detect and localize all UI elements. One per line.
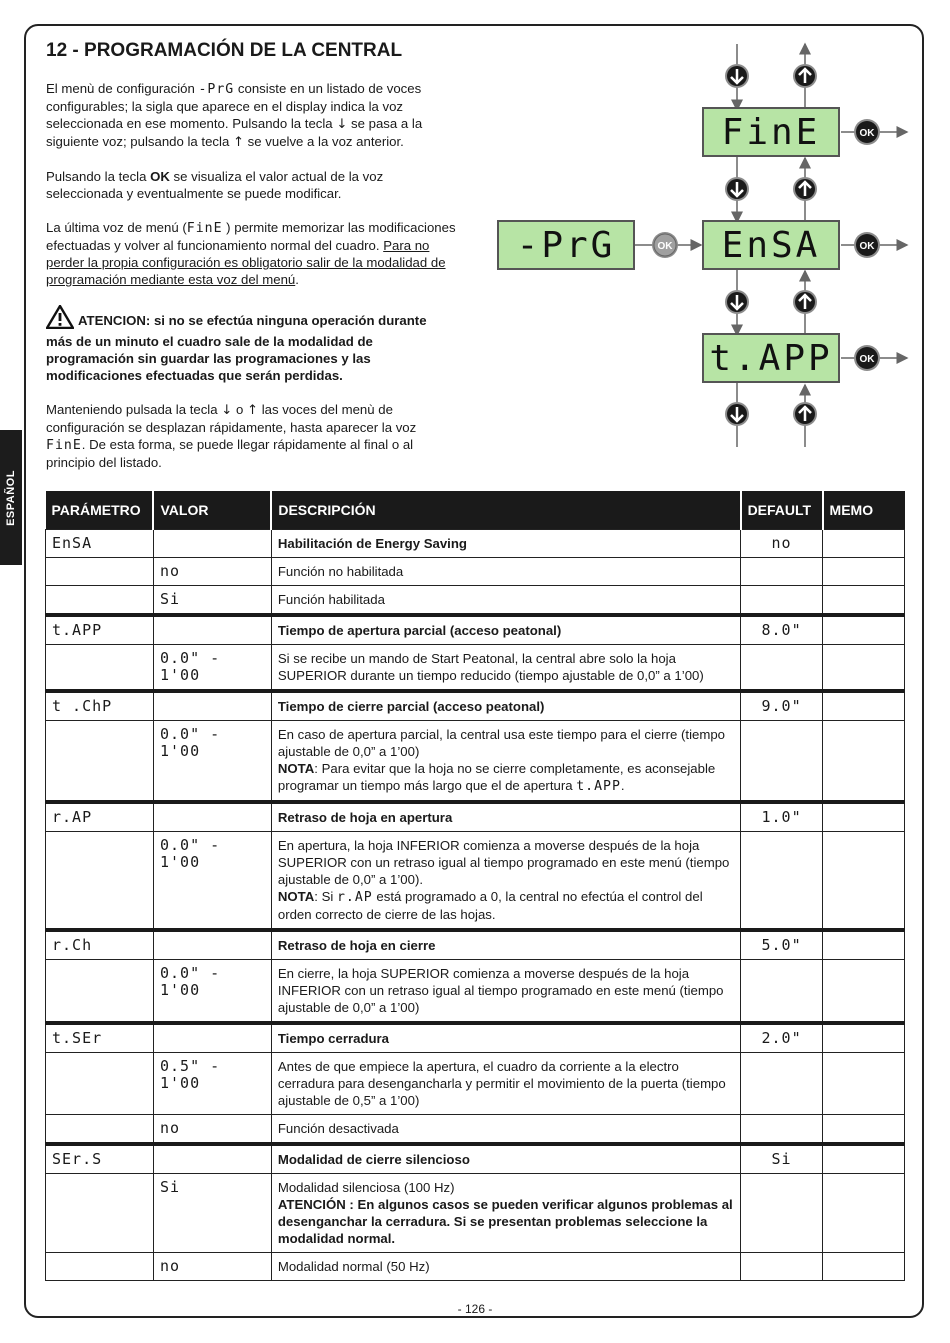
value-cell <box>153 615 271 645</box>
header-memo: MEMO <box>823 491 905 530</box>
lcd-text: t.APP <box>709 338 833 379</box>
table-row <box>46 1053 905 1115</box>
value-range: Si <box>153 1174 271 1253</box>
default-cell <box>741 1174 823 1253</box>
warning-icon <box>46 305 74 333</box>
param-cell <box>46 1253 154 1281</box>
param-code: t.APP <box>46 615 154 645</box>
default-cell <box>741 645 823 692</box>
down-button-icon <box>725 177 749 201</box>
param-title: Modalidad de cierre silencioso <box>277 1152 470 1167</box>
param-title: Tiempo de cierre parcial (acceso peatonal) <box>277 699 545 714</box>
table-body <box>46 530 905 1281</box>
memo-cell <box>823 1253 905 1281</box>
value-range: no <box>153 1253 271 1281</box>
down-arrow-icon: ↓ <box>336 117 348 132</box>
default-value: 5.0" <box>741 930 823 960</box>
lcd-text: -PrG <box>516 225 616 266</box>
table-row <box>46 832 905 931</box>
default-cell <box>741 1053 823 1115</box>
text: . De esta forma, se puede llegar rápidamente al final o al principio del listado. <box>46 437 414 470</box>
up-button-icon <box>793 177 817 201</box>
default-cell <box>741 1253 823 1281</box>
default-value: 1.0" <box>741 802 823 832</box>
description-text: Función no habilitada <box>277 564 404 579</box>
description-text: Modalidad normal (50 Hz) <box>277 1259 430 1274</box>
table-row <box>46 1144 905 1174</box>
language-tab-label: ESPAÑOL <box>5 469 17 526</box>
param-title: Tiempo cerradura <box>277 1031 390 1046</box>
table-row <box>46 530 905 558</box>
text: . <box>295 272 299 287</box>
table-row <box>46 1023 905 1053</box>
param-cell <box>46 1174 154 1253</box>
display-code: r.AP <box>336 890 373 905</box>
text: se pasa a la siguiente voz; pulsando la tecla <box>46 116 423 149</box>
memo-cell <box>823 1053 905 1115</box>
value-description <box>271 645 740 692</box>
up-button-icon <box>793 290 817 314</box>
param-description <box>271 615 740 645</box>
table-row <box>46 930 905 960</box>
memo-cell <box>823 691 905 721</box>
text: ) permite memorizar las modificaciones efectuadas y volver al funcionamiento normal del cuadro. <box>46 220 456 253</box>
param-code: t .ChP <box>46 691 154 721</box>
text: El menù de configuración <box>46 81 199 96</box>
value-cell <box>153 1023 271 1053</box>
display-code: t.APP <box>576 779 621 794</box>
nota-label: NOTA <box>277 889 315 904</box>
ok-key-label: OK <box>150 169 170 184</box>
param-cell <box>46 1053 154 1115</box>
down-arrow-icon: ↓ <box>221 403 233 418</box>
table-row <box>46 802 905 832</box>
default-value: 9.0" <box>741 691 823 721</box>
description-text: Función desactivada <box>277 1121 399 1136</box>
intro-paragraph-3 <box>46 219 456 288</box>
memo-cell <box>823 802 905 832</box>
memo-cell <box>823 721 905 803</box>
value-description <box>271 1115 740 1145</box>
table-row <box>46 1174 905 1253</box>
text: La última voz de menú ( <box>46 220 187 235</box>
value-cell <box>153 930 271 960</box>
down-button-icon <box>725 64 749 88</box>
parameters-table <box>45 491 905 1281</box>
value-description <box>271 960 740 1024</box>
text: Manteniendo pulsada la tecla <box>46 402 222 417</box>
memo-cell <box>823 960 905 1024</box>
value-range: Si <box>153 586 271 616</box>
up-button-icon <box>793 64 817 88</box>
text: se vuelve a la voz anterior. <box>244 134 404 149</box>
description-text: Función habilitada <box>277 592 385 607</box>
param-title: Retraso de hoja en apertura <box>277 810 453 825</box>
down-button-icon <box>725 290 749 314</box>
table-row <box>46 1115 905 1145</box>
value-description <box>271 1253 740 1281</box>
text: se visualiza el valor actual de la voz seleccionada y eventualmente se puede modificar. <box>46 169 384 201</box>
value-range: 0.5" - 1'00 <box>153 1053 271 1115</box>
table-row <box>46 691 905 721</box>
param-cell <box>46 558 154 586</box>
param-description <box>271 802 740 832</box>
param-cell <box>46 832 154 931</box>
intro-paragraph-5 <box>46 401 456 471</box>
text: consiste en un listado de voces configurables; la sigla que aparece en el display indica la voz seleccionada en ese momento. Pulsando la tecla <box>46 81 422 131</box>
description-text: Antes de que empiece la apertura, el cuadro da corriente a la electro cerradura para desengancharla y permitir el movimiento de la puerta (tiempo ajustable de 0,5” a 1’00) <box>277 1059 726 1108</box>
value-cell <box>153 691 271 721</box>
default-cell <box>741 586 823 616</box>
param-cell <box>46 645 154 692</box>
memo-cell <box>823 645 905 692</box>
warning-text: ATENCIÓN : En algunos casos se pueden verificar algunos problemas al desenganchar la cerradura. Si se presentan problemas seleccione la modalidad normal. <box>277 1197 733 1246</box>
default-cell <box>741 832 823 931</box>
text: las voces del menù de configuración se desplazan rápidamente, hasta aparecer la voz <box>46 402 417 435</box>
value-cell <box>153 530 271 558</box>
table-row <box>46 721 905 803</box>
param-cell <box>46 1115 154 1145</box>
display-code: FinE <box>186 221 223 236</box>
param-code: r.AP <box>46 802 154 832</box>
value-range: no <box>153 1115 271 1145</box>
memo-cell <box>823 558 905 586</box>
param-code: r.Ch <box>46 930 154 960</box>
default-value: no <box>741 530 823 558</box>
header-parametro: PARÁMETRO <box>46 491 154 530</box>
ok-button-icon <box>854 232 880 258</box>
table-row <box>46 558 905 586</box>
param-title: Retraso de hoja en cierre <box>277 938 436 953</box>
param-description <box>271 930 740 960</box>
memo-cell <box>823 615 905 645</box>
nota-text: está programado a 0, la central no efectúa el control del orden correcto de cierre de las hojas. <box>277 889 703 922</box>
down-button-icon <box>725 402 749 426</box>
ok-button-icon <box>854 345 880 371</box>
intro-paragraph-1 <box>46 80 456 151</box>
warning-text: ATENCION: si no se efectúa ninguna operación durante más de un minuto el cuadro sale de la modalidad de programación sin guardar las programaciones y las modificaciones efectuadas que serán perdidas. <box>46 313 427 383</box>
lcd-display-ensa <box>703 221 839 269</box>
value-description <box>271 586 740 616</box>
intro-paragraph-2 <box>46 168 456 202</box>
memo-cell <box>823 930 905 960</box>
value-range: 0.0" - 1'00 <box>153 960 271 1024</box>
param-cell <box>46 721 154 803</box>
value-description <box>271 721 740 803</box>
ok-label: OK <box>859 128 875 139</box>
memo-cell <box>823 1115 905 1145</box>
memo-cell <box>823 530 905 558</box>
table-row <box>46 586 905 616</box>
param-description <box>271 1144 740 1174</box>
nota-text: : Para evitar que la hoja no se cierre completamente, es aconsejable programar un tiempo más largo que el de apertura <box>277 761 716 793</box>
ok-label: OK <box>859 354 875 365</box>
page-number: - 126 - <box>457 1302 493 1316</box>
default-value: 8.0" <box>741 615 823 645</box>
memo-cell <box>823 1174 905 1253</box>
description-text: En apertura, la hoja INFERIOR comienza a moverse después de la hoja SUPERIOR con un retraso igual al tiempo programado en este menú (tiempo ajustable de 0,0” a 1’00). <box>277 838 730 887</box>
menu-navigation-diagram <box>495 40 915 450</box>
value-range: no <box>153 558 271 586</box>
default-cell <box>741 1115 823 1145</box>
lcd-display-tapp <box>703 334 839 382</box>
value-range: 0.0" - 1'00 <box>153 721 271 803</box>
param-code: EnSA <box>46 530 154 558</box>
description-text: En caso de apertura parcial, la central usa este tiempo para el cierre (tiempo ajustable de 0,0” a 1’00) <box>277 727 725 759</box>
param-title: Tiempo de apertura parcial (acceso peatonal) <box>277 623 562 638</box>
lcd-display-fine <box>703 108 839 156</box>
memo-cell <box>823 1144 905 1174</box>
default-cell <box>741 960 823 1024</box>
display-code: FinE <box>46 438 82 453</box>
value-cell <box>153 802 271 832</box>
display-code: -PrG <box>198 82 235 97</box>
ok-label: OK <box>859 241 875 252</box>
up-arrow-icon: ↑ <box>232 135 245 150</box>
param-description <box>271 691 740 721</box>
ok-button-icon <box>854 119 880 145</box>
table-row <box>46 960 905 1024</box>
nota-text: : Si <box>314 889 337 904</box>
value-description <box>271 1053 740 1115</box>
memo-cell <box>823 1023 905 1053</box>
lcd-text: EnSA <box>721 225 821 266</box>
nota-text: . <box>620 778 625 793</box>
param-cell <box>46 960 154 1024</box>
header-valor: VALOR <box>153 491 271 530</box>
value-cell <box>153 1144 271 1174</box>
table-row <box>46 645 905 692</box>
default-cell <box>741 558 823 586</box>
text: o <box>232 402 247 417</box>
value-description <box>271 832 740 931</box>
underlined-note: Para no perder la propia configuración es obligatorio salir de la modalidad de programación mediante esta voz del menú <box>46 238 446 287</box>
param-code: SEr.S <box>46 1144 154 1174</box>
param-code: t.SEr <box>46 1023 154 1053</box>
memo-cell <box>823 586 905 616</box>
warning-paragraph <box>46 305 456 384</box>
default-value: 2.0" <box>741 1023 823 1053</box>
lcd-display-prg <box>498 221 634 269</box>
text: Pulsando la tecla <box>46 169 151 184</box>
value-description <box>271 1174 740 1253</box>
description-text: En cierre, la hoja SUPERIOR comienza a moverse después de la hoja INFERIOR con un retraso igual al tiempo programado en este menú (tiempo ajustable de 0,0” a 1’00) <box>277 966 724 1015</box>
default-value: Si <box>741 1144 823 1174</box>
language-tab <box>0 430 22 565</box>
description-text: Si se recibe un mando de Start Peatonal, la central abre solo la hoja SUPERIOR durante un tiempo reducido (tiempo ajustable de 0,0” a 1’00) <box>277 651 704 683</box>
value-range: 0.0" - 1'00 <box>153 832 271 931</box>
param-description <box>271 530 740 558</box>
up-arrow-icon: ↑ <box>246 403 259 418</box>
ok-button-icon <box>652 232 678 258</box>
up-button-icon <box>793 402 817 426</box>
header-descripcion: DESCRIPCIÓN <box>271 491 740 530</box>
lcd-text: FinE <box>721 112 821 153</box>
intro-text <box>46 80 456 488</box>
ok-label: OK <box>657 241 673 252</box>
value-description <box>271 558 740 586</box>
table-header-row <box>46 491 905 530</box>
section-title: 12 - PROGRAMACIÓN DE LA CENTRAL <box>46 40 403 61</box>
header-default: DEFAULT <box>741 491 823 530</box>
param-cell <box>46 586 154 616</box>
param-description <box>271 1023 740 1053</box>
param-title: Habilitación de Energy Saving <box>277 536 467 551</box>
table-row <box>46 1253 905 1281</box>
nota-label: NOTA <box>277 761 315 776</box>
table-row <box>46 615 905 645</box>
value-range: 0.0" - 1'00 <box>153 645 271 692</box>
description-text: Modalidad silenciosa (100 Hz) <box>277 1180 455 1195</box>
memo-cell <box>823 832 905 931</box>
default-cell <box>741 721 823 803</box>
